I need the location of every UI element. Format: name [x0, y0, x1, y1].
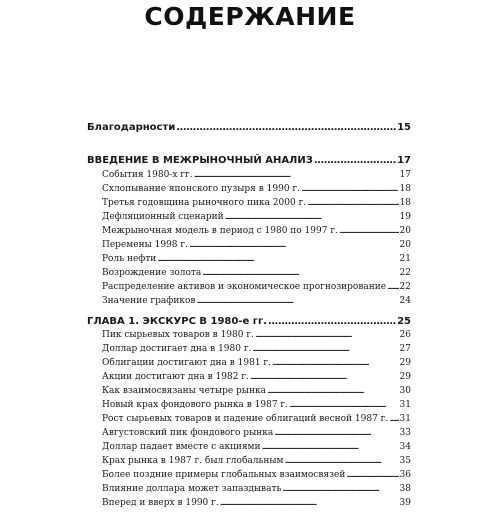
- dot-leader: [274, 428, 398, 438]
- toc-page-number: 15: [397, 122, 411, 133]
- toc-item-label: Распределение активов и экономическое прогнозирование: [102, 282, 387, 292]
- toc-item[interactable]: [87, 330, 411, 344]
- toc-item-label: Пик сырьевых товаров в 1980 г.: [102, 330, 254, 340]
- dot-leader: [176, 122, 396, 133]
- toc-item-label: Роль нефти: [102, 254, 157, 264]
- toc-item[interactable]: [87, 442, 411, 456]
- toc-item-label: Как взаимосвязаны четыре рынка: [102, 386, 266, 396]
- toc-item-label: Схлопывание японского пузыря в 1990 г.: [102, 184, 300, 194]
- toc-item-label: Межрыночная модель в период с 1980 по 1997 г.: [102, 226, 338, 236]
- toc-item[interactable]: [87, 344, 411, 358]
- toc-page-number: 31: [399, 400, 411, 410]
- toc-page-number: 18: [399, 184, 411, 194]
- toc-page-number: 17: [397, 155, 411, 166]
- dot-leader: [255, 330, 399, 340]
- toc-page-number: 34: [399, 442, 411, 452]
- dot-leader: [202, 268, 398, 278]
- toc-item[interactable]: [87, 358, 411, 372]
- toc-page-number: 19: [399, 212, 411, 222]
- dot-leader: [250, 372, 399, 382]
- toc-page-number: 24: [399, 296, 411, 306]
- dot-leader: [387, 282, 398, 292]
- toc-item[interactable]: [87, 296, 411, 310]
- toc-heading-label: Благодарности: [87, 122, 176, 133]
- toc-page-number: 18: [399, 198, 411, 208]
- toc-item-label: Третья годовщина рыночного пика 2000 г.: [102, 198, 307, 208]
- toc-item[interactable]: [87, 282, 411, 296]
- dot-leader: [282, 484, 398, 494]
- toc-item-label: Крах рынка в 1987 г. был глобальным: [102, 456, 284, 466]
- toc-item-label: Рост сырьевых товаров и падение облигаций весной 1987 г.: [102, 414, 389, 424]
- toc-page-number: 30: [399, 386, 411, 396]
- toc-item[interactable]: [87, 484, 411, 498]
- toc-item[interactable]: [87, 372, 411, 386]
- toc-page-number: 36: [399, 470, 411, 480]
- toc-item-label: Более поздние примеры глобальных взаимосвязей: [102, 470, 346, 480]
- toc-page-number: 29: [399, 358, 411, 368]
- dot-leader: [339, 226, 399, 236]
- toc-page-number: 35: [399, 456, 411, 466]
- dot-leader: [289, 400, 399, 410]
- dot-leader: [389, 414, 398, 424]
- toc-item-label: Доллар достигает дна в 1980 г.: [102, 344, 252, 354]
- toc-item[interactable]: [87, 198, 411, 212]
- toc-item-label: Перемены 1998 г.: [102, 240, 188, 250]
- toc-page-number: 25: [397, 316, 411, 327]
- toc-item-label: Новый крах фондового рынка в 1987 г.: [102, 400, 288, 410]
- toc-heading-label: ГЛАВА 1. ЭКСКУРС В 1980-е гг.: [87, 316, 267, 327]
- toc-item[interactable]: [87, 170, 411, 184]
- toc-item-label: Вперед и вверх в 1990 г.: [102, 498, 219, 508]
- toc-page-number: 27: [399, 344, 411, 354]
- toc-page-number: 20: [399, 240, 411, 250]
- dot-leader: [194, 170, 399, 180]
- toc-item[interactable]: [87, 226, 411, 240]
- toc-page-number: 31: [399, 414, 411, 424]
- page-title: СОДЕРЖАНИЕ: [144, 2, 356, 31]
- toc-page-number: 29: [399, 372, 411, 382]
- toc-item-label: Влияние доллара может запаздывать: [102, 484, 282, 494]
- toc-page-number: 38: [399, 484, 411, 494]
- toc-page-number: 26: [399, 330, 411, 340]
- toc-item-label: Доллар падает вместе с акциями: [102, 442, 261, 452]
- dot-leader: [314, 155, 396, 166]
- dot-leader: [301, 184, 399, 194]
- toc-item[interactable]: [87, 386, 411, 400]
- toc-item[interactable]: [87, 212, 411, 226]
- toc-page-number: 22: [399, 268, 411, 278]
- toc-item[interactable]: [87, 470, 411, 484]
- toc-item[interactable]: [87, 498, 411, 512]
- dot-leader: [189, 240, 399, 250]
- toc-page-number: 17: [399, 170, 411, 180]
- toc-item-label: Августовский пик фондового рынка: [102, 428, 274, 438]
- toc-page-number: 22: [399, 282, 411, 292]
- dot-leader: [285, 456, 399, 466]
- toc-heading-acknowledgements[interactable]: [87, 122, 411, 136]
- toc-item[interactable]: [87, 428, 411, 442]
- dot-leader: [196, 296, 398, 306]
- toc-heading-label: ВВЕДЕНИЕ В МЕЖРЫНОЧНЫЙ АНАЛИЗ: [87, 155, 313, 166]
- toc-page-number: 21: [399, 254, 411, 264]
- dot-leader: [346, 470, 398, 480]
- toc-item[interactable]: [87, 184, 411, 198]
- toc-item[interactable]: [87, 254, 411, 268]
- dot-leader: [252, 344, 398, 354]
- dot-leader: [307, 198, 398, 208]
- dot-leader: [262, 442, 399, 452]
- toc-item-label: Облигации достигают дна в 1981 г.: [102, 358, 272, 368]
- toc-item[interactable]: [87, 268, 411, 282]
- toc-page-number: 39: [399, 498, 411, 508]
- toc-item-label: События 1980-х гг.: [102, 170, 193, 180]
- toc-heading-introduction[interactable]: [87, 155, 411, 169]
- toc-item[interactable]: [87, 400, 411, 414]
- dot-leader: [267, 386, 399, 396]
- dot-leader: [268, 316, 396, 327]
- toc-item[interactable]: [87, 456, 411, 470]
- toc-page-number: 33: [399, 428, 411, 438]
- toc-page-number: 20: [399, 226, 411, 236]
- toc-heading-chapter-1[interactable]: [87, 316, 411, 330]
- toc-item[interactable]: [87, 240, 411, 254]
- dot-leader: [157, 254, 398, 264]
- dot-leader: [225, 212, 399, 222]
- toc-item-label: Дефляционный сценарий: [102, 212, 224, 222]
- toc-item-label: Возрождение золота: [102, 268, 202, 278]
- toc-item-label: Значение графиков: [102, 296, 196, 306]
- toc-item[interactable]: [87, 414, 411, 428]
- toc-item-label: Акции достигают дна в 1982 г.: [102, 372, 249, 382]
- dot-leader: [272, 358, 399, 368]
